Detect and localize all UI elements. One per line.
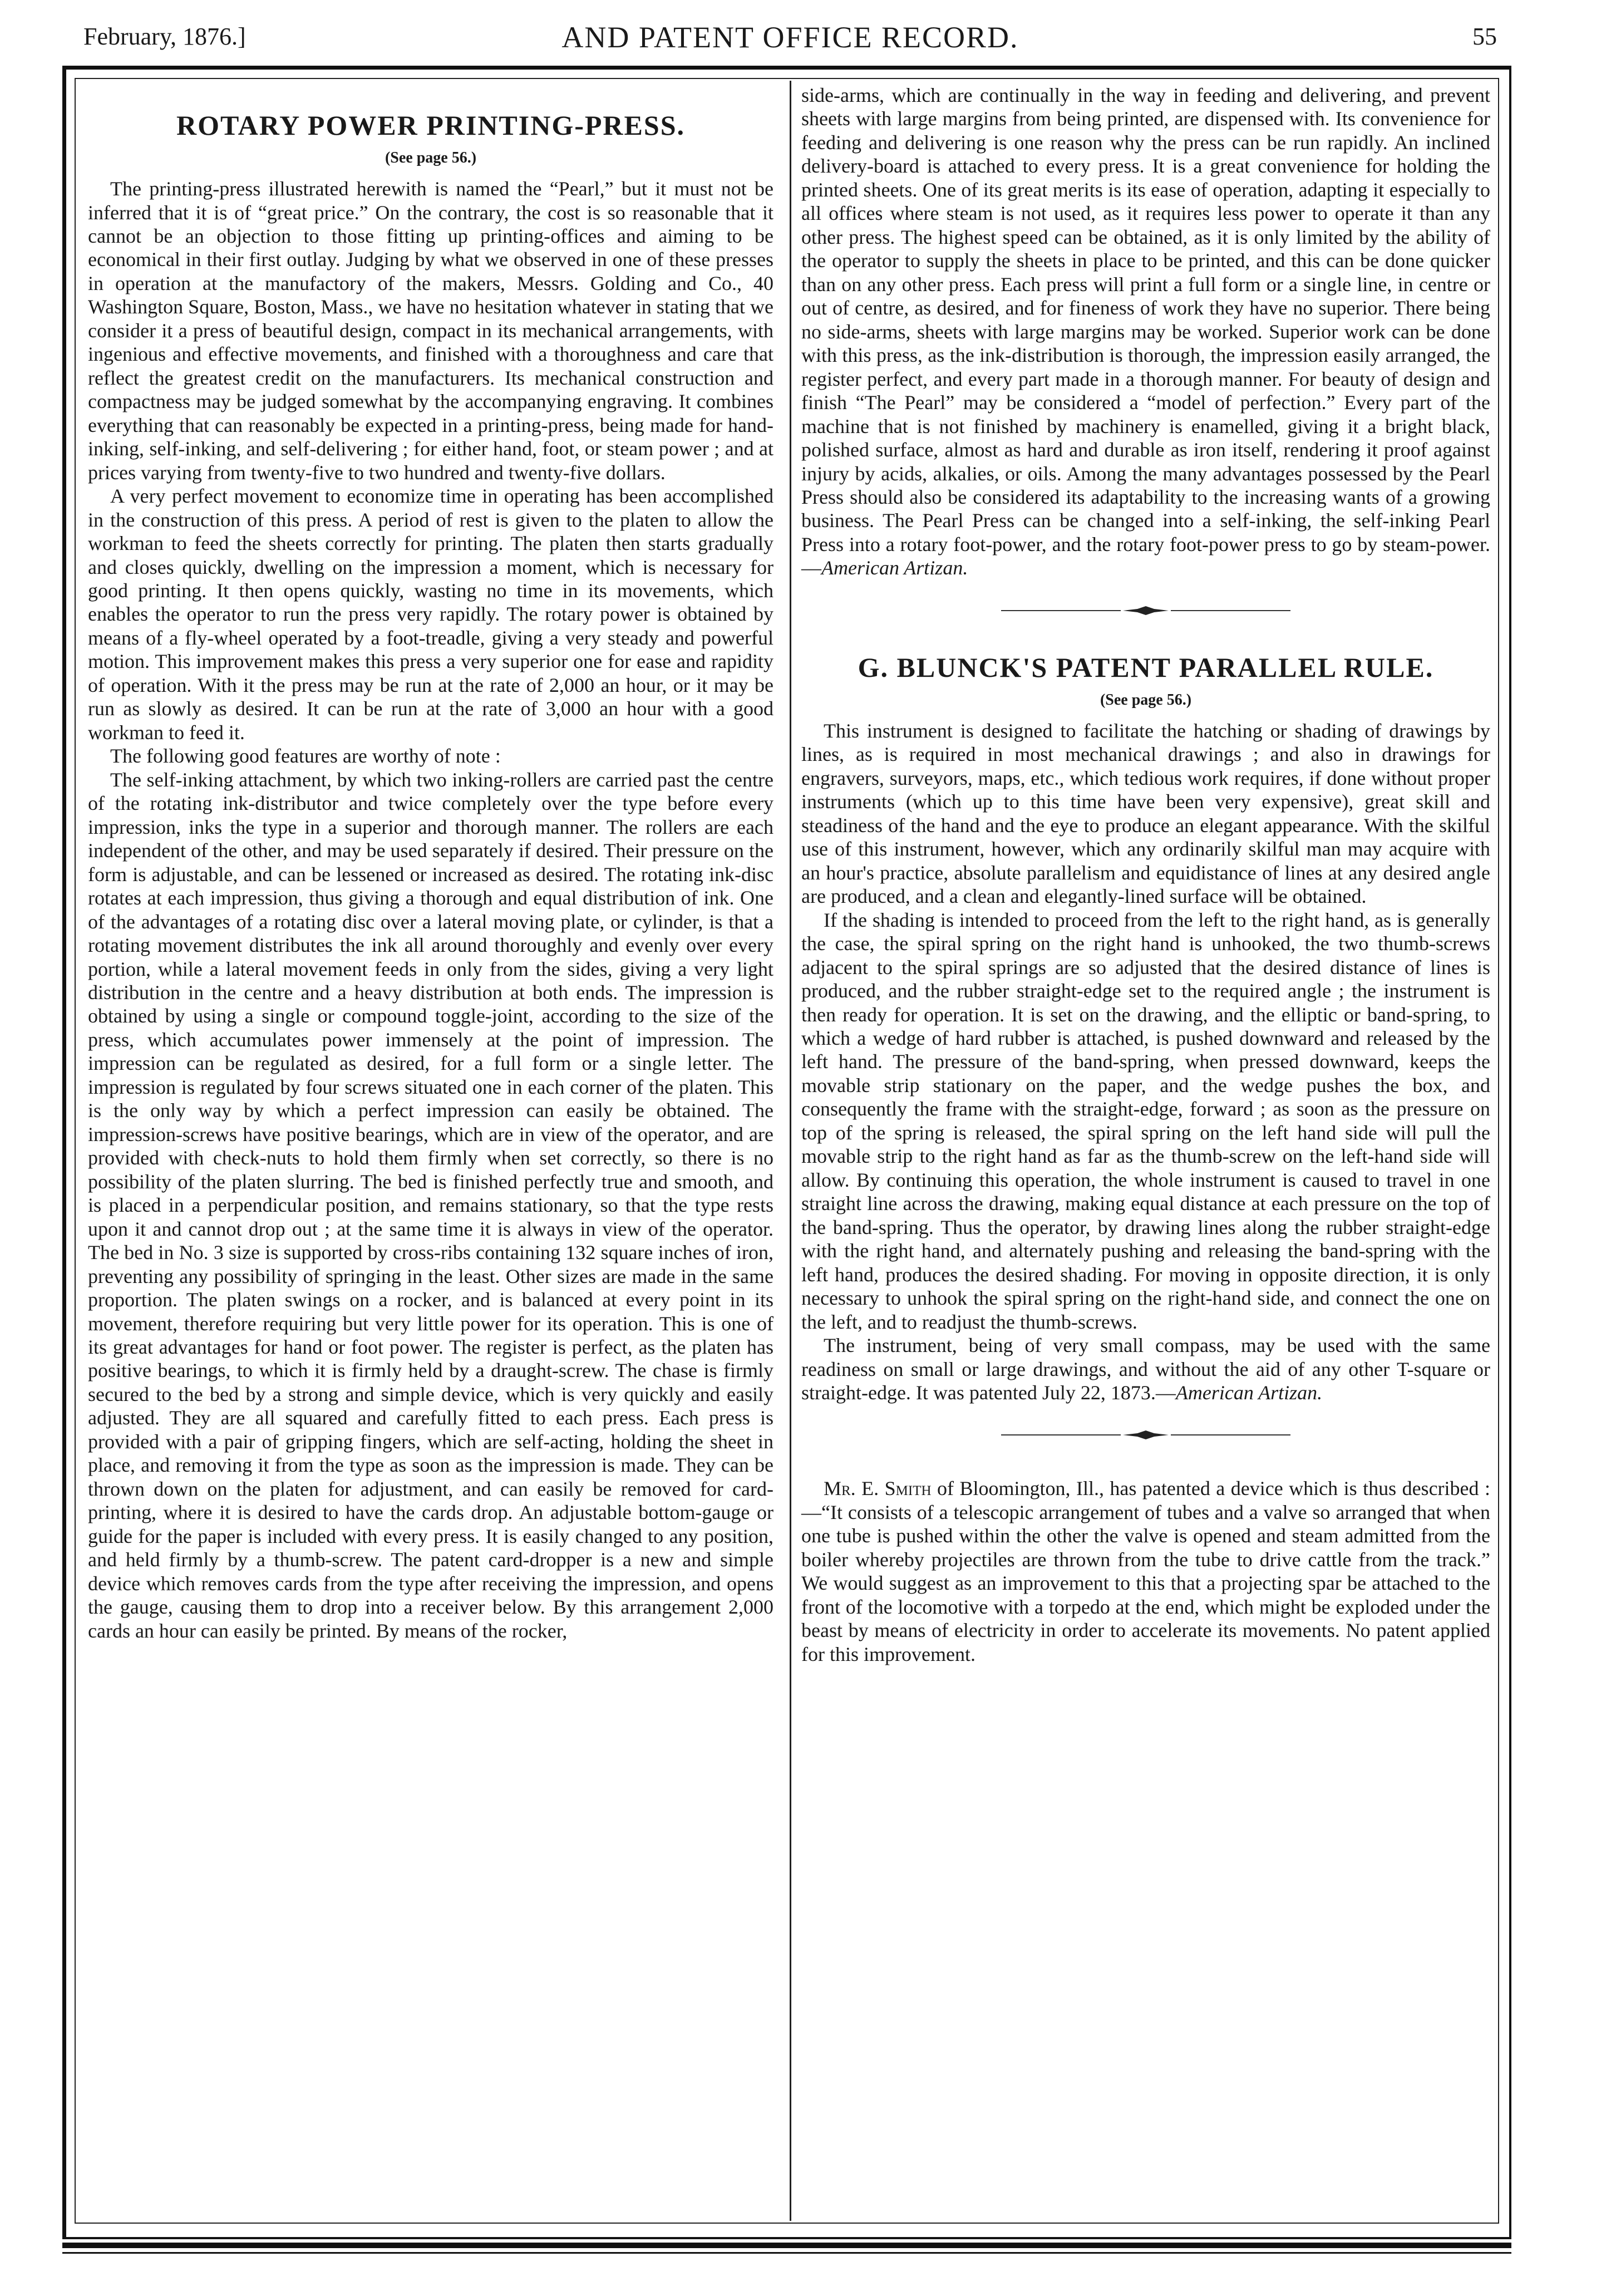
issue-date: February, 1876.]	[83, 23, 246, 50]
left-column	[88, 83, 773, 1643]
see-page-note: (See page 56.)	[1100, 691, 1192, 709]
paragraph: If the shading is intended to proceed from the left to the right hand, as is generally the case, the spiral spring on the right hand is unhooked, the two thumb-screws adjacent to the spiral springs are so adjusted that the desired distance of lines is produced, and the rubber straight-edge set to the required angle ; the instrument is then ready for operation. It is set on the drawing, and the elliptic or band-spring, to which a wedge of hard rubber is attached, is pushed downward and released by the left hand. The pressure of the band-spring, when pressed downward, keeps the movable strip stationary on the paper, and the wedge pushes the box, and consequently the frame with the straight-edge, forward ; as soon as the pressure on top of the spring is released, the spiral spring on the left hand side will pull the movable strip to the right hand as far as the thumb-screw on the left-hand side will allow. By continuing this operation, the whole instrument is caused to travel in one straight line across the drawing, making equal distance at each pressure on the top of the band-spring. Thus the operator, by drawing lines along the rubber straight-edge with the right hand, and alternately pushing and releasing the band-spring with the left hand, produces the desired shading. For moving in opposite direction, it is only necessary to unhook the spiral spring on the right-hand side, and connect the one on the left, and to readjust the thumb-screws.	[801, 908, 1490, 1333]
running-head	[83, 22, 1497, 61]
source-credit: American Artizan.	[821, 557, 968, 579]
paragraph-continued	[801, 83, 1490, 580]
bottom-rule-thin	[62, 2252, 1511, 2254]
paragraph: The self-inking attachment, by which two inking-rollers are carried past the centre of the rotating ink-distributor and twice completely over the type before every impression, inks the type in a superior and thorough manner. The rollers are each independent of the other, and may be used separately if desired. Their pressure on the form is adjustable, and can be lessened or increased as desired. The rotating ink-disc rotates at each impression, thus giving a thorough and equal distribution of ink. One of the advantages of a rotating disc over a lateral moving plate, or cylinder, is that a rotating movement distributes the ink all around thoroughly and evenly over every portion, while a lateral movement feeds in only from the sides, giving a very light distribution in the centre and a heavy distribution at both ends. The impression is obtained by using a single or compound toggle-joint, according to the size of the press, which accumulates power immensely at the point of impression. The impression can be regulated as desired, for a full form or a single letter. The impression is regulated by four screws situated one in each corner of the platen. This is the only way by which a perfect impression can easily be obtained. The impression-screws have positive bearings, which are in view of the operator, and are provided with check-nuts to hold them firmly when set correctly, so there is no possibility of the platen slurring. The bed is finished perfectly true and smooth, and is placed in a perpendicular position, and remains stationary, so that the type rests upon it and cannot drop out ; at the same time it is always in view of the operator. The bed in No. 3 size is supported by cross-ribs containing 132 square inches of iron, preventing any possibility of springing in the least. Other sizes are made in the same proportion. The platen swings on a rocker, and is balanced at every point in its movement, therefore requiring but very little power for its operation. This is one of its great advantages for hand or foot power. The register is perfect, as the platen has positive bearings, to which it is firmly held by a draught-screw. The chase is firmly secured to the bed by a strong and simple device, which is very quickly and easily adjusted. They are all squared and carefully fitted to each press. Each press is provided with a pair of gripping fingers, which are self-acting, holding the sheet in place, and removing it from the type as soon as the impression is made. They can be thrown down on the platen for adjustment, and can easily be removed for card-printing, where it is desired to have the cards drop. An adjustable bottom-gauge or guide for the paper is included with every press. It is easily changed to any position, and held firmly by a thumb-screw. The patent card-dropper is a new and simple device which removes cards from the type after receiving the impression, and opens the gauge, causing them to drop into a receiver below. By this arrangement 2,000 cards an hour can easily be printed. By means of the rocker,	[88, 768, 773, 1642]
right-column	[801, 83, 1490, 1666]
ornament-icon	[1121, 1428, 1171, 1442]
paragraph: The following good features are worthy of note :	[110, 745, 501, 768]
continued-text: side-arms, which are continually in the way in feeding and delivering, and prevent sheets with large margins from being printed, are dispensed with. Its convenience for feeding and delivering is one reason why the press can be run rapidly. An inclined delivery-board is attached to every press. It is a great convenience for holding the printed sheets. One of its great merits is its ease of operation, adapting it especially to all offices where steam is not used, as it requires less power to operate it than any other press. The highest speed can be obtained, as it is only limited by the ability of the operator to supply the sheets in place to be printed, and this can be done quicker than on any other press. Each press will print a full form or a single line, in centre or out of centre, as desired, and for fineness of work they have no superior. There being no side-arms, sheets with large margins may be worked. Superior work can be done with this press, as the ink-distribution is thorough, the impression easily arranged, the register perfect, and every part made in a thorough manner. For beauty of design and finish “The Pearl” may be considered a “model of perfection.” Every part of the machine that is not finished by machinery is enamelled, giving it a bright black, polished surface, almost as hard and durable as iron itself, rendering it proof against injury by acids, alkalies, or oils. Among the many advantages possessed by the Pearl Press should also be considered its adaptability to the increasing wants of a growing business. The Pearl Press can be changed into a self-inking, the self-inking Pearl Press into a rotary foot-power, and the rotary foot-power press to go by steam-power.—	[801, 84, 1490, 579]
journal-title: AND PATENT OFFICE RECORD.	[561, 21, 1019, 54]
person-name: Mr. E. Smith	[824, 1477, 932, 1500]
paragraph-text: The instrument, being of very small compass, may be used with the same readiness on small or large drawings, and without the aid of any other T-square or straight-edge. It was patented July 22, 1873.—	[801, 1334, 1490, 1404]
article-title: ROTARY POWER PRINTING-PRESS.	[176, 110, 686, 141]
page-number: 55	[1472, 23, 1497, 50]
article-title: G. BLUNCK'S PATENT PARALLEL RULE.	[858, 651, 1434, 683]
ornament-icon	[1121, 604, 1171, 617]
paragraph	[801, 1477, 1490, 1666]
column-rule	[790, 81, 791, 2221]
paragraph: A very perfect movement to economize time in operating has been accomplished in the construction of this press. A period of rest is given to the platen to allow the workman to feed the sheets correctly for printing. The platen then starts gradually and closes quickly, dwelling on the impression a moment, which is necessary for good printing. It then opens quickly, wasting no time in its movements, which enables the operator to run the press very rapidly. The rotary power is obtained by means of a fly-wheel operated by a foot-treadle, giving a very steady and powerful motion. This improvement makes this press a very superior one for ease and rapidity of operation. With it the press may be run at the rate of 2,000 an hour, or it may be run as slowly as desired. It can be run at the rate of 3,000 an hour with a good workman to feed it.	[88, 485, 773, 744]
paragraph: This instrument is designed to facilitate the hatching or shading of drawings by lines, as is required in most mechanical drawings ; and also in drawings for engravers, surveyors, maps, etc., which tedious work requires, if done without proper instruments (which up to this time have been very expensive), great skill and steadiness of the hand and the eye to produce an elegant appearance. With the skilful use of this instrument, however, which any ordinarily skilful man may acquire with an hour's practice, absolute parallelism and equidistance of lines at any desired angle are produced, and a clean and elegantly-lined surface will be obtained.	[801, 719, 1490, 908]
paragraph-text: of Bloomington, Ill., has patented a device which is thus described :—“It consists of a telescopic arrangement of tubes and a valve so arranged that when one tube is pushed within the other the valve is opened and steam admitted from the boiler whereby projectiles are thrown from the tube to drive cattle from the track.” We would suggest as an improvement to this that a projecting spar be attached to the front of the locomotive with a torpedo at the end, which might be exploded under the beast by means of electricity in order to accelerate its movements. No patent applied for this improvement.	[801, 1477, 1490, 1665]
source-credit: American Artizan.	[1175, 1381, 1323, 1404]
paragraph	[801, 1334, 1490, 1404]
section-divider	[801, 602, 1490, 619]
paragraph: The printing-press illustrated herewith is named the “Pearl,” but it must not be inferred that it is of “great price.” On the contrary, the cost is so reasonable that it cannot be an objection to those fitting up printing-offices and aiming to be economical in their first outlay. Judging by what we observed in one of these presses in operation at the manufactory of the makers, Messrs. Golding and Co., 40 Washington Square, Boston, Mass., we have no hesitation whatever in stating that we consider it a press of beautiful design, compact in its mechanical arrangements, with ingenious and effective movements, and finished with a thoroughness and care that reflect the greatest credit on the manufacturers. Its mechanical construction and compactness may be judged somewhat by the accompanying engraving. It combines everything that can reasonably be expected in a printing-press, being made for hand-inking, self-inking, and self-delivering ; for either hand, foot, or steam power ; and at prices varying from twenty-five to two hundred and twenty-five dollars.	[88, 178, 773, 484]
see-page-note: (See page 56.)	[385, 149, 477, 166]
section-divider	[801, 1427, 1490, 1443]
bottom-rule	[62, 2243, 1511, 2248]
